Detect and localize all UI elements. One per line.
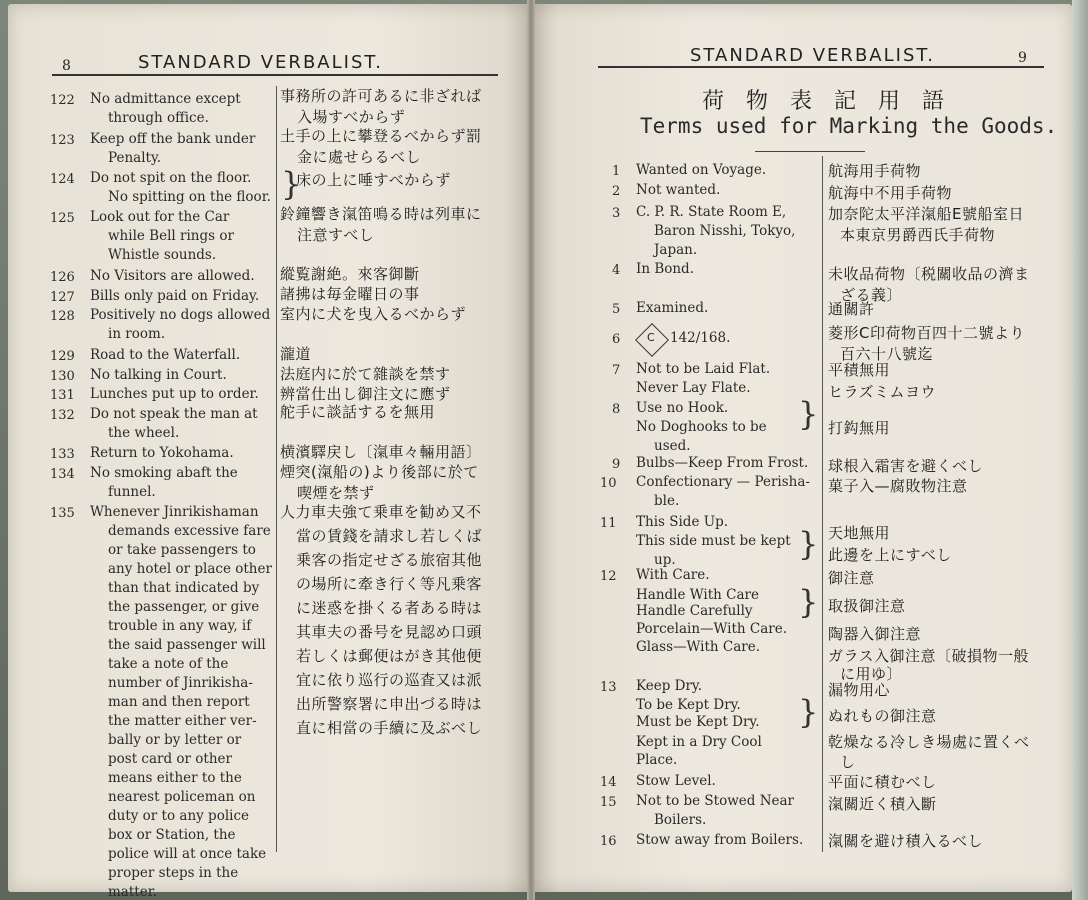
entry-text: Stow Level. — [636, 773, 716, 789]
entry-text: This side must be kept — [636, 533, 791, 549]
entry-text: nearest policeman on — [108, 789, 256, 805]
entry-translation: 打鈎無用 — [828, 419, 891, 437]
entry-translation: 床の上に唾すべからず — [296, 171, 451, 189]
entry-text: used. — [654, 438, 691, 454]
left-column-divider — [276, 86, 277, 852]
entry-text: Bills only paid on Friday. — [90, 288, 260, 304]
left-page-number: 8 — [62, 58, 71, 74]
brace-13: } — [798, 693, 819, 731]
entry-text: C. P. R. State Room E, — [636, 204, 787, 220]
entry-number: 13 — [600, 680, 617, 695]
entry-text: ble. — [654, 493, 680, 509]
entry-number: 3 — [612, 206, 621, 221]
entry-number: 125 — [50, 211, 75, 226]
entry-translation: 御注意 — [828, 569, 875, 587]
entry-text: bally or by letter or — [108, 732, 242, 748]
entry-text: Not to be Laid Flat. — [636, 361, 771, 377]
entry-text: This Side Up. — [636, 514, 729, 530]
entry-text: or take passengers to — [108, 542, 256, 558]
entry-number: 2 — [612, 184, 621, 199]
entry-translation: 加奈陀太平洋滊船E號船室日 — [828, 205, 1024, 223]
entry-text: Return to Yokohama. — [90, 445, 234, 461]
stamp-letter: C — [647, 331, 655, 344]
entry-translation: 其車夫の番号を見認め口頭 — [296, 623, 483, 641]
entry-translation: 宜に依り巡行の巡査又は派 — [296, 671, 483, 689]
entry-translation: 此邊を上にすべし — [828, 546, 952, 564]
entry-text: Wanted on Voyage. — [636, 162, 767, 178]
entry-translation: 航海用手荷物 — [828, 162, 922, 180]
title-rule — [755, 151, 865, 152]
entry-text: trouble in any way, if — [108, 618, 252, 634]
entry-number: 1 — [612, 164, 621, 179]
entry-number: 122 — [50, 93, 75, 108]
entry-text: demands excessive fare — [108, 523, 271, 539]
entry-text: Boilers. — [654, 812, 707, 828]
brace-8: } — [798, 395, 819, 433]
entry-translation: 金に處せらるべし — [297, 148, 422, 166]
entry-text: matter. — [108, 884, 157, 900]
entry-number: 127 — [50, 290, 75, 305]
entry-text: No spitting on the floor. — [108, 189, 271, 205]
entry-text: Bulbs—Keep From Frost. — [636, 455, 809, 471]
entry-translation: 航海中不用手荷物 — [828, 184, 953, 202]
entry-translation: ガラス入御注意〔破損物一般 — [828, 647, 1030, 665]
entry-text: Examined. — [636, 300, 709, 316]
entry-text: Japan. — [654, 242, 698, 258]
entry-text: No talking in Court. — [90, 367, 227, 383]
entry-text: while Bell rings or — [108, 228, 234, 244]
entry-text: number of Jinrikisha- — [108, 675, 253, 691]
entry-text: Lunches put up to order. — [90, 386, 259, 402]
entry-translation: 滊關を避け積入るべし — [828, 832, 984, 850]
entry-translation: し — [840, 753, 856, 771]
entry-text: Must be Kept Dry. — [636, 714, 760, 730]
entry-translation: 舵手に談話するを無用 — [280, 403, 436, 421]
entry-text: Look out for the Car — [90, 209, 230, 225]
entry-translation: 出所警察署に申出づる時は — [296, 695, 483, 713]
entry-text: Never Lay Flate. — [636, 380, 751, 396]
entry-text: Positively no dogs allowed — [90, 307, 271, 323]
entry-text: the passenger, or give — [108, 599, 260, 615]
entry-text: Do not speak the man at — [90, 406, 258, 422]
left-header-rule — [52, 74, 498, 76]
entry-text: the wheel. — [108, 425, 180, 441]
entry-text: funnel. — [108, 484, 156, 500]
entry-text: In Bond. — [636, 261, 694, 277]
entry-text: Porcelain—With Care. — [636, 621, 788, 637]
entry-translation: 横濱驛戻し〔滊車々輛用語〕 — [280, 443, 482, 461]
entry-text: proper steps in the — [108, 865, 239, 881]
entry-text: Whistle sounds. — [108, 247, 217, 263]
entry-translation: 若しくは郵便はがき其他便 — [296, 647, 483, 665]
entry-text: post card or other — [108, 751, 232, 767]
entry-text: than that indicated by — [108, 580, 260, 596]
entry-number: 5 — [612, 302, 621, 317]
right-column-divider — [822, 156, 823, 852]
entry-translation: 縱覧謝絶。來客御斷 — [280, 265, 420, 283]
entry-text: Not wanted. — [636, 182, 721, 198]
entry-translation: 人力車夫強て乗車を勧め又不 — [280, 503, 482, 521]
right-header-rule — [598, 66, 1044, 68]
entry-translation: 滊關近く積入斷 — [828, 795, 937, 813]
entry-translation: 直に相當の手續に及ぶべし — [296, 719, 483, 737]
entry-translation: 天地無用 — [828, 524, 891, 542]
entry-number: 128 — [50, 309, 75, 324]
entry-text: No Doghooks to be — [636, 419, 767, 435]
brace-124: } — [281, 165, 302, 203]
entry-translation: 入場すべからず — [297, 108, 406, 126]
entry-translation: 百六十八號迄 — [840, 345, 934, 363]
entry-translation: に用ゆ〕 — [840, 665, 903, 683]
entry-number: 10 — [600, 476, 617, 491]
entry-translation: 漏物用心 — [828, 681, 891, 699]
entry-text: Handle With Care — [636, 587, 759, 603]
entry-text: Not to be Stowed Near — [636, 793, 795, 809]
entry-text: the said passenger will — [108, 637, 266, 653]
entry-translation: 陶器入御注意 — [828, 625, 922, 643]
entry-text: Whenever Jinrikishaman — [90, 504, 259, 520]
entry-number: 126 — [50, 270, 75, 285]
entry-translation: 室内に犬を曳入るべからず — [280, 305, 467, 323]
entry-translation: 諸拂は毎金曜日の事 — [280, 285, 420, 303]
entry-text: Kept in a Dry Cool — [636, 734, 762, 750]
entry-translation: 法庭内に於て雜談を禁す — [280, 365, 451, 383]
book-gutter — [527, 0, 535, 900]
entry-text: in room. — [108, 326, 166, 342]
entry-translation: 本東京男爵西氏手荷物 — [840, 226, 996, 244]
brace-12: } — [798, 583, 819, 621]
entry-number: 135 — [50, 506, 75, 521]
entry-text: any hotel or place other — [108, 561, 272, 577]
entry-number: 132 — [50, 408, 75, 423]
entry-text: Keep Dry. — [636, 678, 703, 694]
entry-translation: 乗客の指定せざる旅宿其他 — [296, 551, 483, 569]
entry-translation: 乾燥なる冷しき場處に置くべ — [828, 733, 1030, 751]
entry-text: Stow away from Boilers. — [636, 832, 804, 848]
entry-translation: 通關許 — [828, 300, 875, 318]
entry-number: 15 — [600, 795, 617, 810]
entry-number: 11 — [600, 516, 617, 531]
entry-text: No admittance except — [90, 91, 241, 107]
entry-text: police will at once take — [108, 846, 267, 862]
entry-text: take a note of the — [108, 656, 229, 672]
entry-number: 7 — [612, 363, 621, 378]
entry-translation: ぬれもの御注意 — [828, 707, 937, 725]
entry-text: Baron Nisshi, Tokyo, — [654, 223, 796, 239]
entry-number: 16 — [600, 834, 617, 849]
entry-number: 8 — [612, 402, 621, 417]
right-page-number: 9 — [1018, 50, 1027, 66]
entry-translation: 瀧道 — [280, 345, 312, 363]
entry-translation: 取扱御注意 — [828, 597, 906, 615]
right-title-en: Terms used for Marking the Goods. — [640, 114, 1058, 138]
entry-number: 133 — [50, 447, 75, 462]
entry-translation: の場所に牽き行く等凡乗客 — [296, 575, 483, 593]
entry-translation: 球根入霜害を避くべし — [828, 457, 984, 475]
entry-translation: に迷惑を掛くる者ある時は — [296, 599, 483, 617]
entry-text: Confectionary — Perisha- — [636, 474, 810, 490]
entry-text: Road to the Waterfall. — [90, 347, 241, 363]
entry-text: 142/168. — [670, 330, 731, 346]
entry-text: Do not spit on the floor. — [90, 170, 252, 186]
entry-text: up. — [654, 552, 676, 568]
entry-text: Keep off the bank under — [90, 131, 256, 147]
entry-text: Use no Hook. — [636, 400, 729, 416]
entry-number: 123 — [50, 133, 75, 148]
entry-translation: 喫煙を禁ず — [297, 484, 375, 502]
entry-text: man and then report — [108, 694, 250, 710]
entry-translation: 辨當仕出し御注文に應ず — [280, 385, 451, 403]
left-header: STANDARD VERBALIST. — [138, 52, 383, 73]
entry-number: 131 — [50, 388, 75, 403]
entry-text: Place. — [636, 752, 678, 768]
entry-translation: 菓子入—腐敗物注意 — [828, 477, 968, 495]
entry-number: 14 — [600, 775, 617, 790]
entry-number: 12 — [600, 569, 617, 584]
entry-translation: 菱形C印荷物百四十二號より — [828, 324, 1025, 342]
entry-translation: 注意すべし — [297, 226, 375, 244]
entry-text: means either to the — [108, 770, 242, 786]
brace-11: } — [798, 525, 819, 563]
right-title-jp: 荷物表記用語 — [702, 89, 967, 114]
right-header: STANDARD VERBALIST. — [690, 45, 935, 66]
entry-number: 124 — [50, 172, 75, 187]
entry-number: 6 — [612, 332, 621, 347]
entry-translation: ヒラズミムヨウ — [828, 383, 937, 401]
entry-translation: 鈴鐘響き滊笛鳴る時は列車に — [280, 205, 482, 223]
entry-text: duty or to any police — [108, 808, 250, 824]
entry-translation: 事務所の許可あるに非ざれば — [280, 87, 482, 105]
entry-number: 9 — [612, 457, 621, 472]
entry-translation: 未收品荷物〔税關收品の濟ま — [828, 265, 1030, 283]
entry-number: 130 — [50, 369, 75, 384]
entry-translation: 當の賃錢を請求し若しくば — [296, 527, 483, 545]
entry-text: Penalty. — [108, 150, 162, 166]
entry-number: 4 — [612, 263, 621, 278]
entry-text: With Care. — [636, 567, 710, 583]
entry-text: No Visitors are allowed. — [90, 268, 255, 284]
entry-translation: 土手の上に攀登るべからず罰 — [280, 127, 482, 145]
entry-translation: ざる義〕 — [840, 286, 903, 304]
entry-text: No smoking abaft the — [90, 465, 238, 481]
entry-text: Glass—With Care. — [636, 639, 760, 655]
entry-text: box or Station, the — [108, 827, 236, 843]
entry-number: 129 — [50, 349, 75, 364]
entry-text: through office. — [108, 110, 209, 126]
entry-number: 134 — [50, 467, 75, 482]
entry-text: Handle Carefully — [636, 603, 753, 619]
entry-translation: 煙突(滊船の)より後部に於て — [280, 463, 479, 481]
entry-translation: 平積無用 — [828, 361, 891, 379]
page-edge — [1072, 0, 1088, 900]
entry-translation: 平面に積むべし — [828, 773, 937, 791]
entry-text: the matter either ver- — [108, 713, 257, 729]
entry-text: To be Kept Dry. — [636, 697, 741, 713]
